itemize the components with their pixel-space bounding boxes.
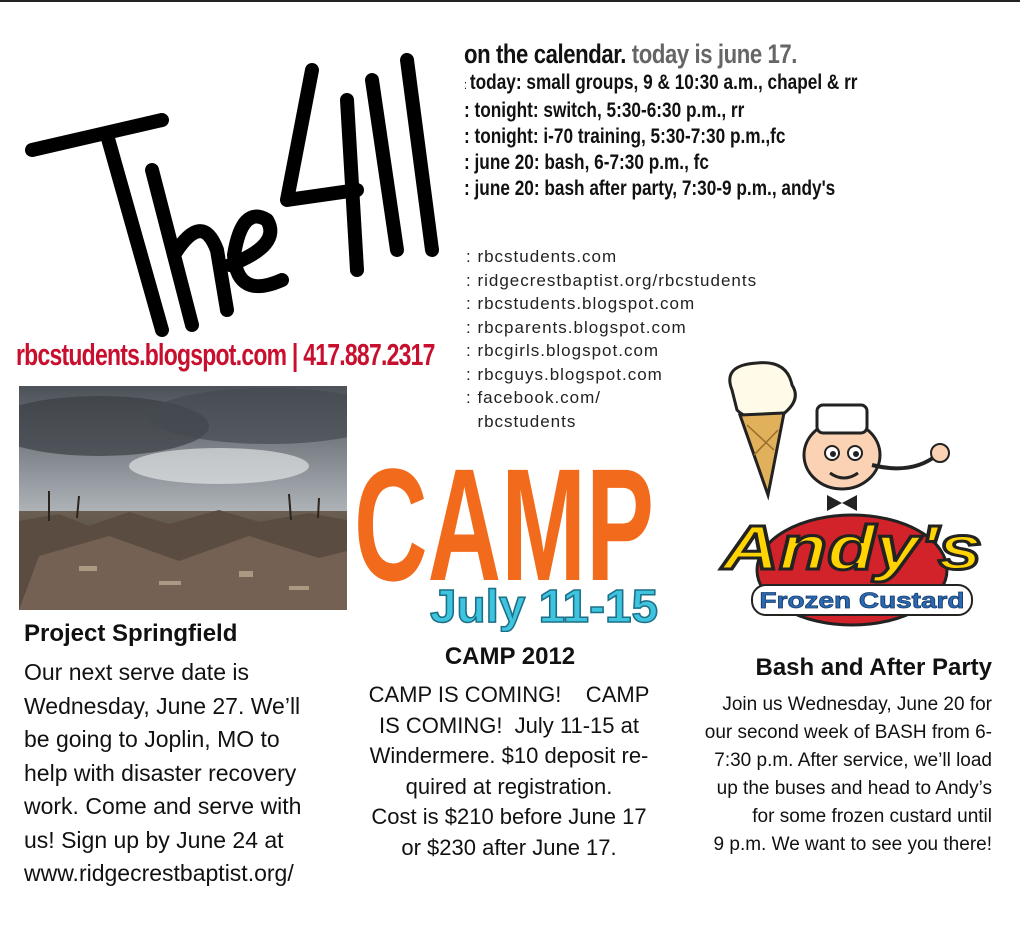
- contact-line: rbcstudents.blogspot.com | 417.887.2317: [16, 337, 435, 372]
- calendar-item: : tonight: i-70 training, 5:30-7:30 p.m.,fc: [464, 125, 786, 148]
- project-line: Our next serve date is: [24, 659, 249, 685]
- andys-brand: Andy's: [719, 514, 982, 583]
- camp-line: IS COMING! July 11-15 at: [378, 712, 639, 738]
- top-rule: [0, 0, 1020, 2]
- project-body: [24, 656, 324, 891]
- bash-line: for some frozen custard until: [752, 806, 992, 827]
- link-item: : rbcguys.blogspot.com: [466, 364, 663, 384]
- calendar-item: : june 20: bash after party, 7:30-9 p.m., andy's: [464, 177, 836, 200]
- camp-graphic: [350, 432, 662, 632]
- camp-line: CAMP IS COMING! CAMP: [368, 682, 650, 707]
- camp-dates: July 11-15: [430, 580, 658, 632]
- project-line: us! Sign up by June 24 at: [24, 826, 284, 853]
- calendar-item: : tonight: switch, 5:30-6:30 p.m., rr: [464, 99, 745, 122]
- calendar-heading-main: on the calendar.: [464, 39, 627, 69]
- camp-line: Cost is $210 before June 17: [371, 804, 647, 829]
- andys-logo: [712, 355, 992, 630]
- disaster-photo-art: [19, 386, 347, 610]
- camp-title: CAMP 2012: [444, 643, 576, 670]
- bash-line: Join us Wednesday, June 20 for: [722, 694, 992, 715]
- bash-body: [676, 691, 992, 859]
- link-item: : rbcparents.blogspot.com: [466, 317, 687, 337]
- disaster-photo: [19, 386, 347, 610]
- andys-sub: Frozen Custard: [759, 588, 965, 613]
- camp-word: CAMP: [354, 435, 654, 614]
- link-item: : rbcstudents.blogspot.com: [466, 294, 696, 313]
- calendar-section: [464, 38, 1014, 202]
- bash-line: our second week of BASH from 6-: [704, 722, 992, 743]
- link-item: : ridgecrestbaptist.org/rbcstudents: [466, 270, 758, 290]
- the-411-logo: [12, 40, 452, 340]
- bash-line: 9 p.m. We want to see you there!: [713, 834, 992, 855]
- project-line: Wednesday, June 27. We’ll: [24, 692, 301, 719]
- calendar-item: : june 20: bash, 6-7:30 p.m., fc: [464, 151, 709, 174]
- link-item: rbcstudents: [466, 411, 577, 431]
- project-title: Project Springfield: [24, 620, 238, 647]
- link-item: : rbcstudents.com: [466, 247, 618, 266]
- bash-title: Bash and After Party: [755, 654, 992, 681]
- calendar-heading: [464, 38, 915, 70]
- link-item: : facebook.com/: [466, 388, 602, 407]
- camp-line: or $230 after June 17.: [401, 834, 617, 860]
- bash-line: 7:30 p.m. After service, we’ll load: [714, 750, 992, 771]
- project-line: help with disaster recovery: [24, 759, 297, 786]
- link-item: : rbcgirls.blogspot.com: [466, 341, 660, 360]
- bash-line: up the buses and head to Andy’s: [716, 778, 992, 799]
- camp-body: [354, 680, 664, 863]
- project-line: www.ridgecrestbaptist.org/: [24, 860, 294, 886]
- andys-logo-art: [712, 355, 992, 630]
- camp-graphic-art: [350, 432, 662, 632]
- camp-line: quired at registration.: [405, 773, 613, 799]
- project-line: work. Come and serve with: [24, 793, 302, 819]
- camp-line: Windermere. $10 deposit re-: [369, 743, 649, 768]
- project-line: be going to Joplin, MO to: [24, 726, 280, 752]
- calendar-heading-date: today is june 17.: [631, 39, 798, 69]
- calendar-item: : today: small groups, 9 & 10:30 a.m., chapel & rr: [464, 71, 858, 94]
- the-411-logo-art: [12, 40, 452, 340]
